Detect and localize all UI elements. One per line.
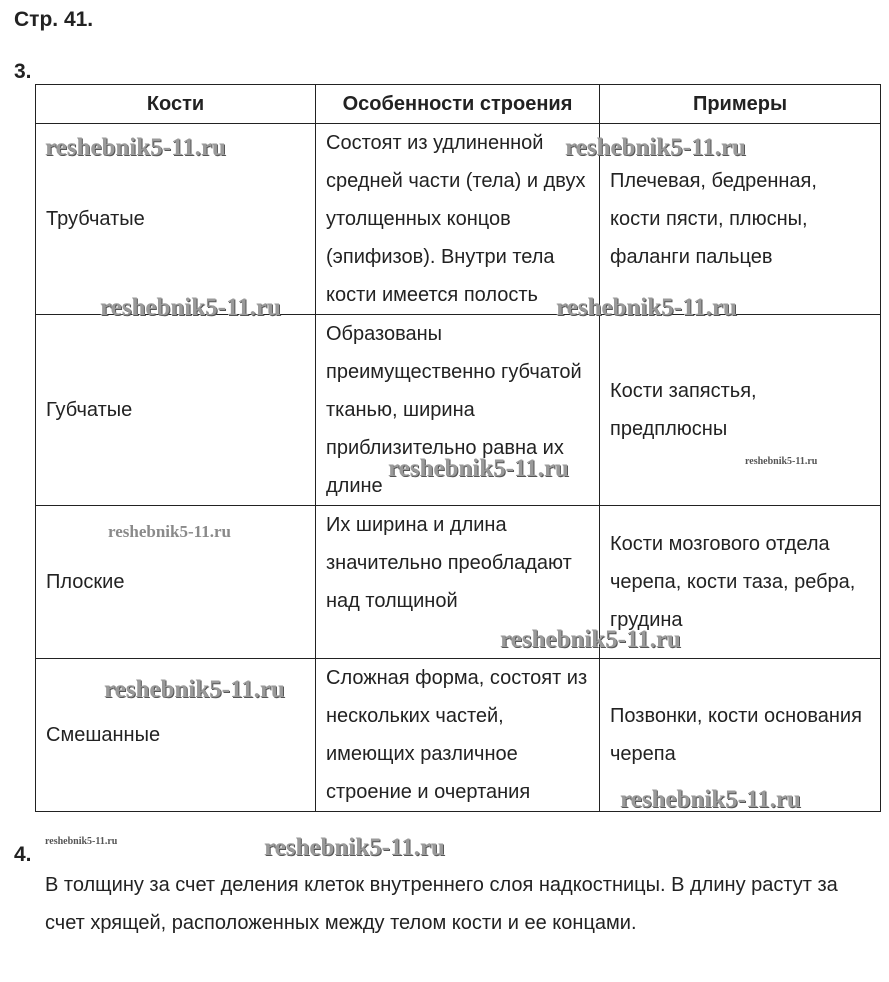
watermark: reshebnik5-11.ru <box>264 834 445 861</box>
watermark: reshebnik5-11.ru <box>104 676 285 703</box>
bone-type: Смешанные <box>36 659 316 812</box>
watermark: reshebnik5-11.ru <box>45 134 226 161</box>
watermark: reshebnik5-11.ru <box>500 626 681 653</box>
bone-examples: Кости мозгового отдела черепа, кости таза, ребра, грудина <box>600 506 881 659</box>
watermark: reshebnik5-11.ru <box>556 294 737 321</box>
bone-type: Губчатые <box>36 315 316 506</box>
table-row <box>36 124 881 315</box>
bone-structure: Их ширина и длина значительно преобладают над толщиной <box>316 506 600 659</box>
bone-structure: Сложная форма, состоят из нескольких частей, имеющих различное строение и очертания <box>316 659 600 812</box>
table-header-row <box>36 85 881 124</box>
bones-table <box>35 84 881 812</box>
bone-examples: Плечевая, бедренная, кости пясти, плюсны, фаланги пальцев <box>600 124 881 315</box>
watermark: reshebnik5-11.ru <box>388 455 569 482</box>
task-4-number: 4. <box>14 843 32 866</box>
watermark: reshebnik5-11.ru <box>100 294 281 321</box>
watermark: reshebnik5-11.ru <box>45 836 118 847</box>
task-4-answer: В толщину за счет деления клеток внутреннего слоя надкостницы. В длину растут за счет хрящей, расположенных между телом кости и ее концами. <box>45 874 838 934</box>
header-bones: Кости <box>36 85 316 124</box>
bone-type: Трубчатые <box>36 124 316 315</box>
table-row <box>36 659 881 812</box>
bone-examples: Кости запястья, предплюсны <box>600 315 881 506</box>
bone-structure: Состоят из удлиненной средней части (тела) и двух утолщенных концов (эпифизов). Внутри тела кости имеется полость <box>316 124 600 315</box>
watermark: reshebnik5-11.ru <box>108 522 231 541</box>
watermark: reshebnik5-11.ru <box>565 134 746 161</box>
header-examples: Примеры <box>600 85 881 124</box>
bone-structure: Образованы преимущественно губчатой тканью, ширина приблизительно равна их длине <box>316 315 600 506</box>
header-structure: Особенности строения <box>316 85 600 124</box>
watermark: reshebnik5-11.ru <box>745 456 818 467</box>
table-row <box>36 506 881 659</box>
table-row <box>36 315 881 506</box>
page-title: Стр. 41. <box>14 8 94 31</box>
bone-examples: Позвонки, кости основания черепа <box>600 659 881 812</box>
task-3-number: 3. <box>14 60 32 83</box>
watermark: reshebnik5-11.ru <box>620 786 801 813</box>
bone-type: Плоские <box>36 506 316 659</box>
